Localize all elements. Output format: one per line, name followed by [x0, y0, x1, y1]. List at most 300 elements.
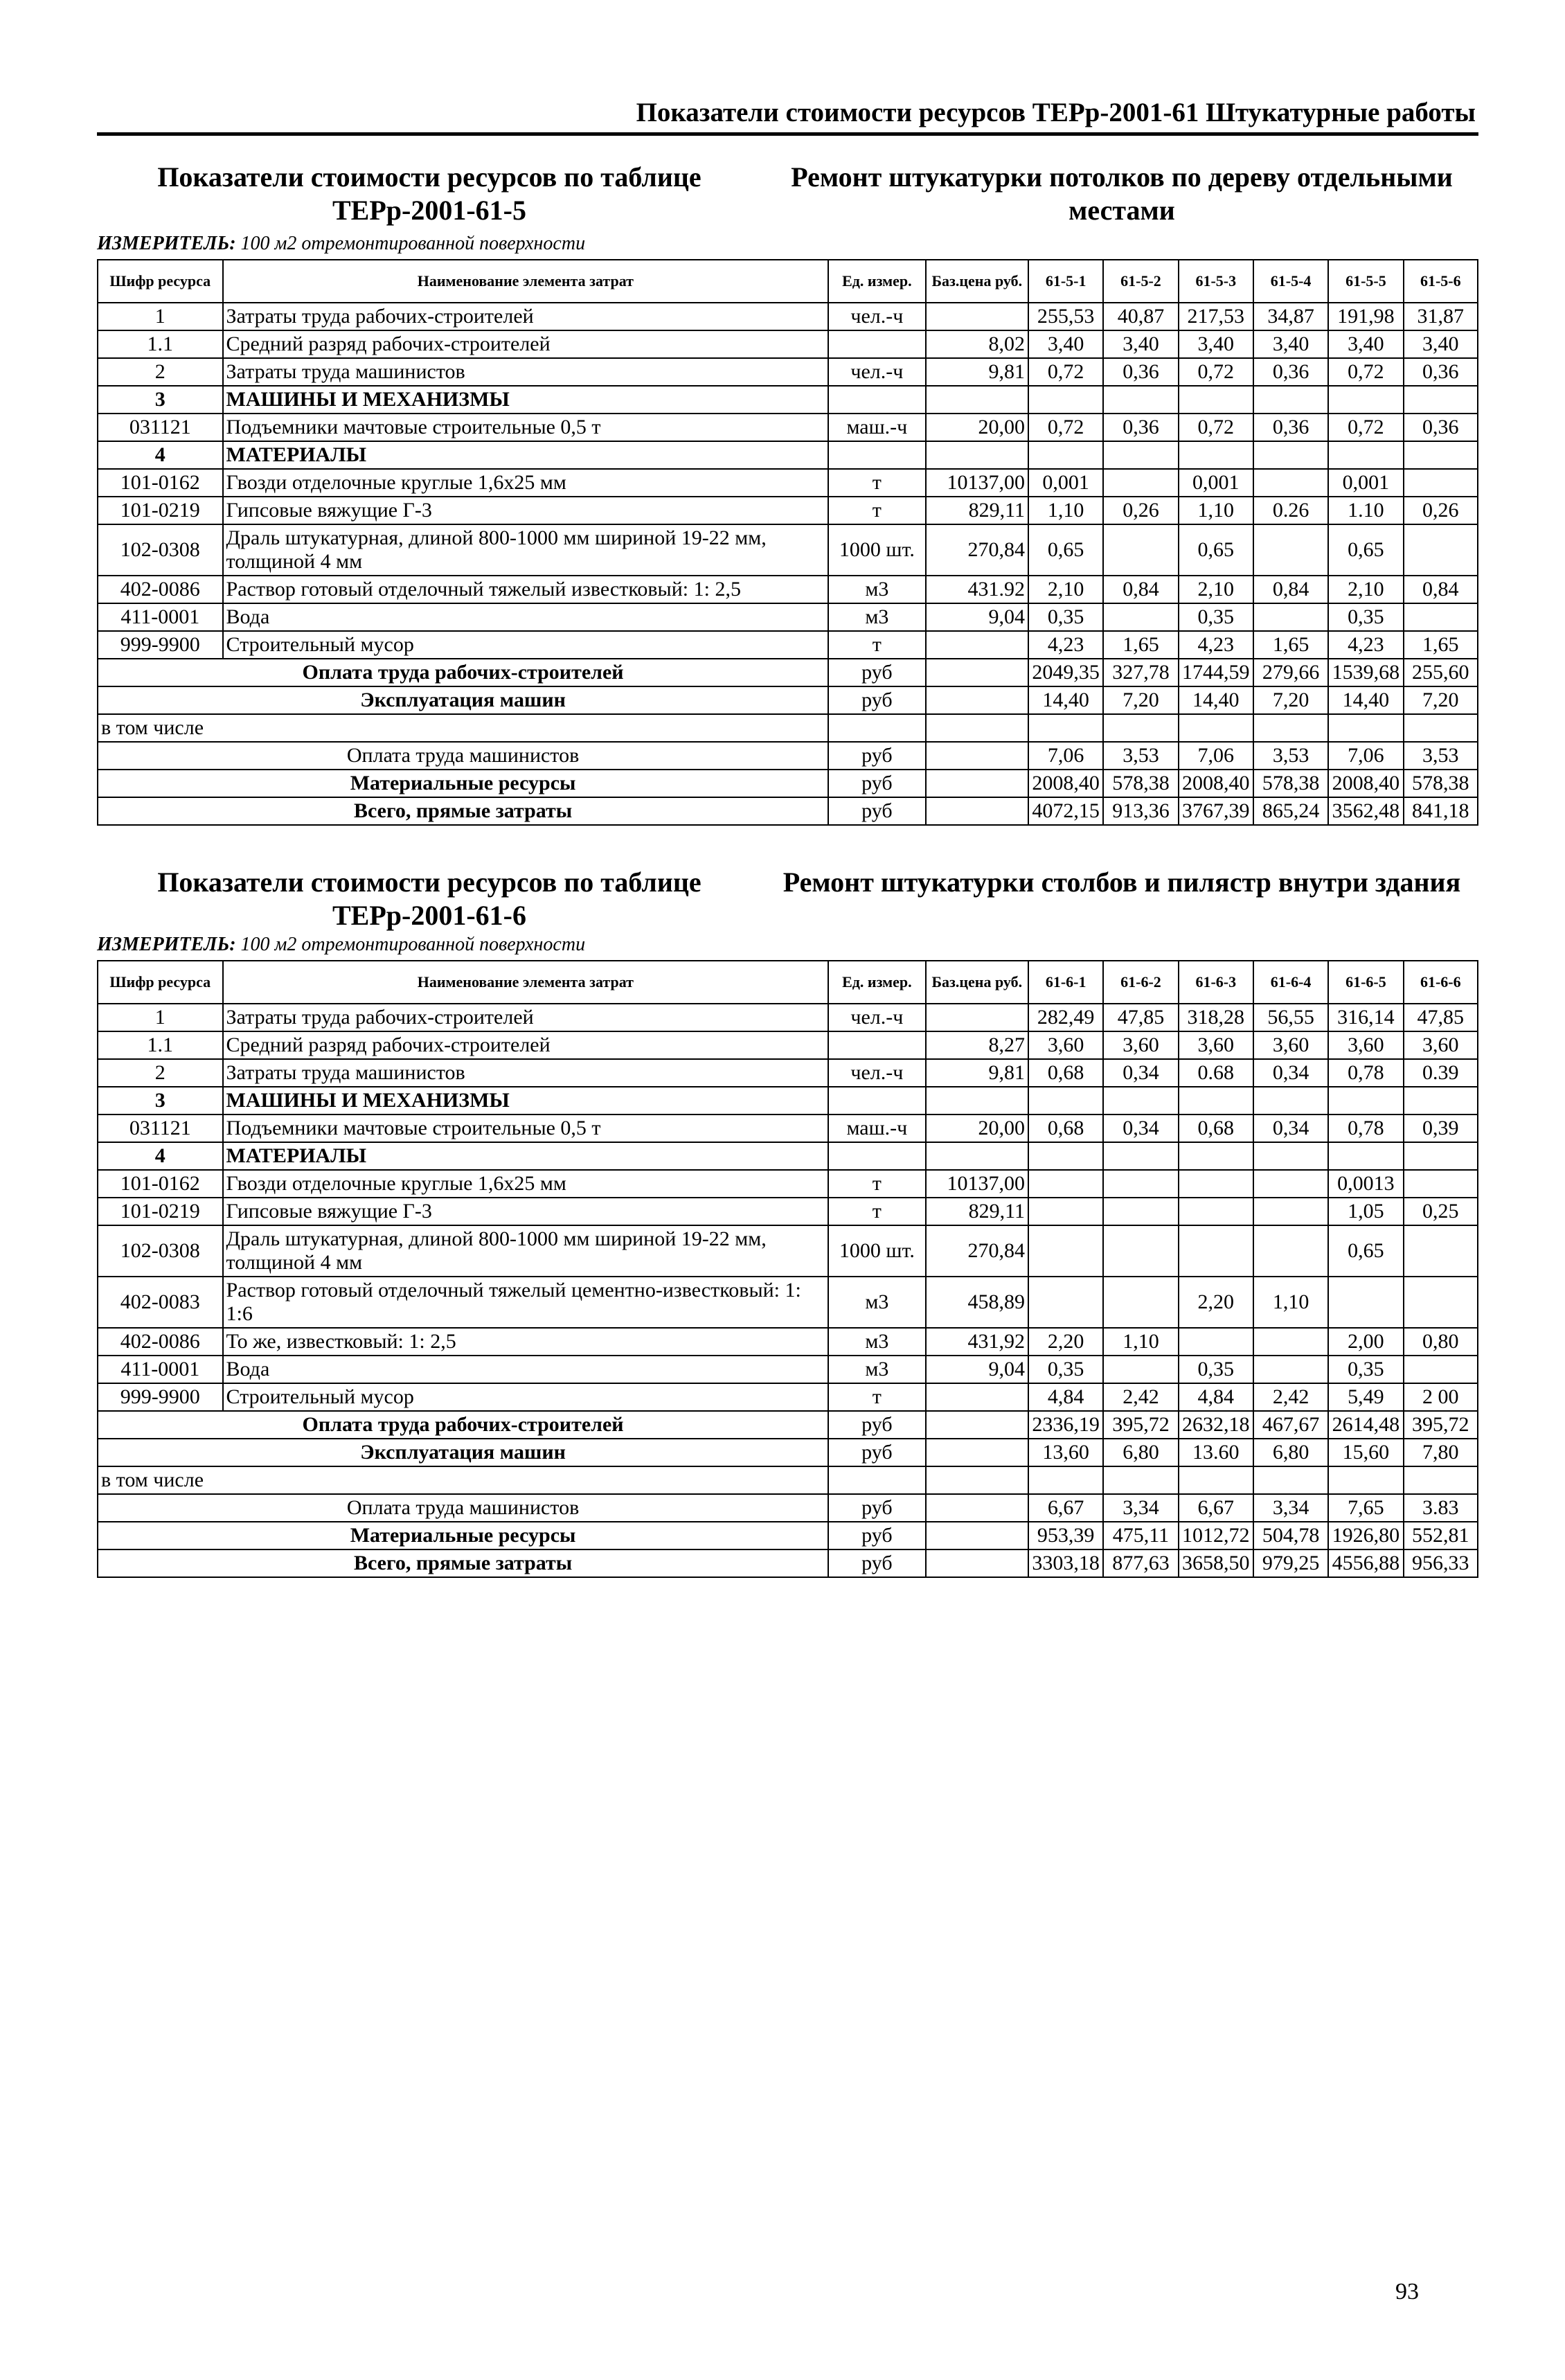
- resource-price: [926, 1087, 1028, 1114]
- resource-unit: [828, 441, 925, 469]
- resource-value: 0,36: [1253, 414, 1328, 441]
- summary-value: 14,40: [1328, 686, 1403, 714]
- summary-unit: руб: [828, 1439, 925, 1466]
- resource-price: 9,04: [926, 1356, 1028, 1383]
- resource-code: 031121: [98, 414, 223, 441]
- table-row: [98, 386, 1478, 414]
- resource-value: 0,68: [1028, 1114, 1103, 1142]
- summary-value: [1253, 714, 1328, 742]
- table-row: [98, 1356, 1478, 1383]
- summary-value: 2614,48: [1328, 1411, 1403, 1439]
- resource-value: [1028, 1170, 1103, 1198]
- resource-value: 0,68: [1028, 1059, 1103, 1087]
- resource-value: [1253, 1225, 1328, 1277]
- resource-value: [1328, 1277, 1403, 1328]
- resource-value: [1103, 1356, 1178, 1383]
- resource-name: Затраты труда рабочих-строителей: [223, 303, 829, 330]
- summary-value: [1028, 1466, 1103, 1494]
- summary-value: 7,06: [1028, 742, 1103, 770]
- resource-value: 0,78: [1328, 1114, 1403, 1142]
- summary-price-blank: [926, 770, 1028, 797]
- table-row: [98, 603, 1478, 631]
- resource-value: [1103, 1225, 1178, 1277]
- summary-value: 2049,35: [1028, 659, 1103, 686]
- resource-name: Строительный мусор: [223, 1383, 829, 1411]
- resource-price: 20,00: [926, 1114, 1028, 1142]
- summary-price-blank: [926, 1549, 1028, 1577]
- resource-value: 40,87: [1103, 303, 1178, 330]
- table-row: [98, 303, 1478, 330]
- resource-value: 0,72: [1028, 358, 1103, 386]
- resource-value: 2,00: [1328, 1328, 1403, 1356]
- resource-price: 829,11: [926, 497, 1028, 524]
- summary-row: [98, 1439, 1478, 1466]
- resource-unit: [828, 1142, 925, 1170]
- table-row: [98, 1383, 1478, 1411]
- resource-value: 3,40: [1404, 330, 1478, 358]
- summary-label: Эксплуатация машин: [98, 1439, 828, 1466]
- resource-value: [1404, 386, 1478, 414]
- summary-value: 3658,50: [1179, 1549, 1253, 1577]
- resource-name: Гипсовые вяжущие Г-3: [223, 1198, 829, 1225]
- resource-value: [1103, 1277, 1178, 1328]
- summary-value: 3562,48: [1328, 797, 1403, 825]
- resource-code: 2: [98, 358, 223, 386]
- resource-value: 1,65: [1103, 631, 1178, 659]
- summary-unit: руб: [828, 686, 925, 714]
- table-row: [98, 1142, 1478, 1170]
- summary-price-blank: [926, 1439, 1028, 1466]
- resource-code: 402-0083: [98, 1277, 223, 1328]
- resource-value: 0,35: [1028, 603, 1103, 631]
- resource-unit: т: [828, 1170, 925, 1198]
- resource-value: 255,53: [1028, 303, 1103, 330]
- resource-value: 0,35: [1028, 1356, 1103, 1383]
- table-row: [98, 358, 1478, 386]
- col-header-code-4: 61-5-4: [1253, 260, 1328, 303]
- meter-text: 100 м2 отремонтированной поверхности: [240, 233, 586, 254]
- summary-value: [1103, 1466, 1178, 1494]
- summary-value: [1404, 1466, 1478, 1494]
- summary-value: 6,80: [1253, 1439, 1328, 1466]
- summary-unit: [828, 714, 925, 742]
- resource-value: [1179, 441, 1253, 469]
- summary-value: 7,06: [1328, 742, 1403, 770]
- resource-value: 2,42: [1253, 1383, 1328, 1411]
- summary-row: [98, 1549, 1478, 1577]
- resource-name: Драль штукатурная, длиной 800-1000 мм шириной 19-22 мм, толщиной 4 мм: [223, 524, 829, 576]
- resource-unit: м3: [828, 1328, 925, 1356]
- summary-value: 7,20: [1103, 686, 1178, 714]
- summary-value: 255,60: [1404, 659, 1478, 686]
- resource-value: [1179, 1087, 1253, 1114]
- resource-value: 1,10: [1028, 497, 1103, 524]
- col-header-code: Шифр ресурса: [98, 961, 223, 1004]
- resource-value: [1253, 1328, 1328, 1356]
- col-header-code-1: 61-6-1: [1028, 961, 1103, 1004]
- resource-value: [1103, 1142, 1178, 1170]
- table-header-row: [98, 260, 1478, 303]
- resource-value: [1253, 1170, 1328, 1198]
- resource-value: 3,60: [1103, 1031, 1178, 1059]
- resource-value: [1028, 1142, 1103, 1170]
- summary-value: 1744,59: [1179, 659, 1253, 686]
- resource-name: Вода: [223, 603, 829, 631]
- summary-value: 13,60: [1028, 1439, 1103, 1466]
- resource-name: Средний разряд рабочих-строителей: [223, 330, 829, 358]
- resource-value: 56,55: [1253, 1004, 1328, 1031]
- summary-value: 395,72: [1404, 1411, 1478, 1439]
- resource-name: Средний разряд рабочих-строителей: [223, 1031, 829, 1059]
- resource-price: [926, 1004, 1028, 1031]
- summary-value: 3,53: [1103, 742, 1178, 770]
- resource-price: 9,04: [926, 603, 1028, 631]
- meter-label: ИЗМЕРИТЕЛЬ:: [97, 934, 236, 955]
- summary-row: [98, 1411, 1478, 1439]
- resource-name: МАТЕРИАЛЫ: [223, 1142, 829, 1170]
- summary-value: 4556,88: [1328, 1549, 1403, 1577]
- resource-code: 411-0001: [98, 1356, 223, 1383]
- table-row: [98, 1225, 1478, 1277]
- summary-value: 504,78: [1253, 1522, 1328, 1549]
- resource-value: [1253, 1198, 1328, 1225]
- resource-value: [1404, 1225, 1478, 1277]
- resource-name: МАШИНЫ И МЕХАНИЗМЫ: [223, 386, 829, 414]
- resource-unit: чел.-ч: [828, 1059, 925, 1087]
- resource-code: 4: [98, 1142, 223, 1170]
- resource-name: Строительный мусор: [223, 631, 829, 659]
- resource-value: [1179, 1328, 1253, 1356]
- resource-value: [1103, 603, 1178, 631]
- resource-table: [97, 259, 1478, 826]
- resource-value: [1103, 1087, 1178, 1114]
- table-row: [98, 1328, 1478, 1356]
- summary-label: Всего, прямые затраты: [98, 1549, 828, 1577]
- col-header-code-2: 61-6-2: [1103, 961, 1178, 1004]
- table-row: [98, 1114, 1478, 1142]
- resource-value: [1253, 603, 1328, 631]
- summary-label: Эксплуатация машин: [98, 686, 828, 714]
- col-header-unit: Ед. измер.: [828, 961, 925, 1004]
- resource-name: То же, известковый: 1: 2,5: [223, 1328, 829, 1356]
- resource-unit: 1000 шт.: [828, 1225, 925, 1277]
- resource-value: 1,65: [1404, 631, 1478, 659]
- col-header-code-2: 61-5-2: [1103, 260, 1178, 303]
- summary-row: [98, 686, 1478, 714]
- resource-value: 0,34: [1253, 1059, 1328, 1087]
- summary-value: 552,81: [1404, 1522, 1478, 1549]
- summary-value: [1179, 1466, 1253, 1494]
- resource-value: 3,40: [1328, 330, 1403, 358]
- resource-unit: [828, 1087, 925, 1114]
- resource-value: 31,87: [1404, 303, 1478, 330]
- summary-label: Оплата труда рабочих-строителей: [98, 1411, 828, 1439]
- summary-value: 3,34: [1103, 1494, 1178, 1522]
- resource-value: 1,05: [1328, 1198, 1403, 1225]
- running-head: Показатели стоимости ресурсов ТЕРр-2001-61 Штукатурные работы: [97, 97, 1478, 136]
- summary-unit: руб: [828, 1522, 925, 1549]
- resource-price: 431,92: [926, 1328, 1028, 1356]
- resource-value: 3,60: [1404, 1031, 1478, 1059]
- summary-value: 6,80: [1103, 1439, 1178, 1466]
- resource-price: 8,27: [926, 1031, 1028, 1059]
- summary-value: [1179, 714, 1253, 742]
- resource-price: [926, 1383, 1028, 1411]
- resource-value: [1253, 524, 1328, 576]
- col-header-name: Наименование элемента затрат: [223, 961, 829, 1004]
- summary-value: 3,53: [1404, 742, 1478, 770]
- resource-value: 4,23: [1028, 631, 1103, 659]
- resource-name: Подъемники мачтовые строительные 0,5 т: [223, 414, 829, 441]
- summary-unit: руб: [828, 742, 925, 770]
- summary-price-blank: [926, 797, 1028, 825]
- section-title-right: Ремонт штукатурки потолков по дереву отдельными местами: [791, 161, 1453, 226]
- resource-value: [1103, 1170, 1178, 1198]
- summary-row: [98, 1494, 1478, 1522]
- resource-value: 0,65: [1328, 1225, 1403, 1277]
- resource-table: [97, 960, 1478, 1578]
- resource-value: 0,35: [1179, 1356, 1253, 1383]
- table-row: [98, 1031, 1478, 1059]
- resource-price: [926, 441, 1028, 469]
- summary-value: 6,67: [1028, 1494, 1103, 1522]
- summary-value: 877,63: [1103, 1549, 1178, 1577]
- resource-value: 2 00: [1404, 1383, 1478, 1411]
- resource-value: [1103, 1198, 1178, 1225]
- resource-value: [1028, 1277, 1103, 1328]
- resource-value: 0,36: [1103, 414, 1178, 441]
- summary-value: 865,24: [1253, 797, 1328, 825]
- resource-name: Драль штукатурная, длиной 800-1000 мм шириной 19-22 мм, толщиной 4 мм: [223, 1225, 829, 1277]
- table-row: [98, 1004, 1478, 1031]
- summary-value: 14,40: [1179, 686, 1253, 714]
- resource-value: [1028, 441, 1103, 469]
- summary-label: Оплата труда рабочих-строителей: [98, 659, 828, 686]
- resource-value: 0,36: [1404, 414, 1478, 441]
- resource-code: 411-0001: [98, 603, 223, 631]
- resource-value: 0,72: [1179, 358, 1253, 386]
- resource-value: 2,42: [1103, 1383, 1178, 1411]
- resource-value: 3,60: [1253, 1031, 1328, 1059]
- col-header-price: Баз.цена руб.: [926, 961, 1028, 1004]
- summary-price-blank: [926, 1494, 1028, 1522]
- table-row: [98, 1277, 1478, 1328]
- resource-code: 999-9900: [98, 1383, 223, 1411]
- resource-code: 101-0219: [98, 1198, 223, 1225]
- resource-value: 2,10: [1328, 576, 1403, 603]
- summary-value: 1539,68: [1328, 659, 1403, 686]
- resource-value: [1404, 469, 1478, 497]
- resource-value: [1404, 603, 1478, 631]
- resource-value: 0,72: [1028, 414, 1103, 441]
- resource-value: 0,001: [1328, 469, 1403, 497]
- resource-unit: т: [828, 469, 925, 497]
- resource-value: [1253, 469, 1328, 497]
- resource-value: [1253, 441, 1328, 469]
- resource-value: [1404, 1277, 1478, 1328]
- col-header-code-5: 61-5-5: [1328, 260, 1403, 303]
- summary-value: 279,66: [1253, 659, 1328, 686]
- resource-value: 0,35: [1328, 603, 1403, 631]
- resource-price: 9,81: [926, 1059, 1028, 1087]
- summary-value: [1404, 714, 1478, 742]
- resource-value: [1404, 1170, 1478, 1198]
- resource-value: [1328, 441, 1403, 469]
- table-row: [98, 497, 1478, 524]
- resource-value: 2,10: [1028, 576, 1103, 603]
- resource-value: 3,40: [1028, 330, 1103, 358]
- resource-value: [1404, 1087, 1478, 1114]
- resource-unit: м3: [828, 576, 925, 603]
- resource-value: 0,80: [1404, 1328, 1478, 1356]
- resource-value: 3,60: [1179, 1031, 1253, 1059]
- resource-value: 0,34: [1253, 1114, 1328, 1142]
- summary-row: [98, 797, 1478, 825]
- resource-code: 3: [98, 386, 223, 414]
- meter-line: [97, 233, 859, 255]
- resource-value: [1253, 1142, 1328, 1170]
- summary-value: 3,34: [1253, 1494, 1328, 1522]
- summary-value: 1926,80: [1328, 1522, 1403, 1549]
- section-title-left: Показатели стоимости ресурсов по таблице ТЕРр-2001-61-5: [157, 161, 701, 226]
- resource-value: 0,72: [1179, 414, 1253, 441]
- summary-value: 578,38: [1253, 770, 1328, 797]
- table-row: [98, 1087, 1478, 1114]
- resource-value: 0.39: [1404, 1059, 1478, 1087]
- summary-price-blank: [926, 686, 1028, 714]
- table-row: [98, 576, 1478, 603]
- resource-value: [1103, 524, 1178, 576]
- resource-name: МАТЕРИАЛЫ: [223, 441, 829, 469]
- summary-value: 2008,40: [1028, 770, 1103, 797]
- resource-value: [1253, 1087, 1328, 1114]
- resource-value: [1179, 1225, 1253, 1277]
- summary-value: 7,06: [1179, 742, 1253, 770]
- resource-price: 829,11: [926, 1198, 1028, 1225]
- col-header-code-6: 61-5-6: [1404, 260, 1478, 303]
- resource-value: 3,40: [1179, 330, 1253, 358]
- resource-value: [1028, 386, 1103, 414]
- resource-name: Гвозди отделочные круглые 1,6х25 мм: [223, 1170, 829, 1198]
- resource-value: 1,10: [1253, 1277, 1328, 1328]
- resource-code: 031121: [98, 1114, 223, 1142]
- resource-name: Подъемники мачтовые строительные 0,5 т: [223, 1114, 829, 1142]
- resource-price: [926, 303, 1028, 330]
- resource-unit: маш.-ч: [828, 414, 925, 441]
- resource-price: 10137,00: [926, 469, 1028, 497]
- resource-value: [1103, 386, 1178, 414]
- resource-value: [1179, 1170, 1253, 1198]
- col-header-code: Шифр ресурса: [98, 260, 223, 303]
- summary-unit: руб: [828, 1494, 925, 1522]
- table-header-row: [98, 961, 1478, 1004]
- resource-name: МАШИНЫ И МЕХАНИЗМЫ: [223, 1087, 829, 1114]
- resource-unit: м3: [828, 603, 925, 631]
- summary-label: Оплата труда машинистов: [98, 742, 828, 770]
- resource-value: 4,23: [1179, 631, 1253, 659]
- summary-value: [1028, 714, 1103, 742]
- resource-value: 0,84: [1253, 576, 1328, 603]
- table-row: [98, 1198, 1478, 1225]
- resource-code: 402-0086: [98, 1328, 223, 1356]
- summary-row: [98, 742, 1478, 770]
- summary-value: 13.60: [1179, 1439, 1253, 1466]
- summary-price-blank: [926, 742, 1028, 770]
- resource-value: 0,84: [1103, 576, 1178, 603]
- page-number: 93: [1395, 2279, 1419, 2304]
- resource-value: 0,0013: [1328, 1170, 1403, 1198]
- meter-line: [97, 934, 859, 956]
- summary-unit: руб: [828, 770, 925, 797]
- resource-value: [1253, 1356, 1328, 1383]
- summary-row: [98, 714, 1478, 742]
- summary-value: 467,67: [1253, 1411, 1328, 1439]
- resource-code: 2: [98, 1059, 223, 1087]
- resource-value: [1179, 386, 1253, 414]
- resource-value: 0,84: [1404, 576, 1478, 603]
- summary-value: 841,18: [1404, 797, 1478, 825]
- table-row: [98, 1059, 1478, 1087]
- summary-value: 1012,72: [1179, 1522, 1253, 1549]
- resource-price: [926, 386, 1028, 414]
- resource-value: 47,85: [1103, 1004, 1178, 1031]
- resource-price: [926, 1142, 1028, 1170]
- col-header-code-5: 61-6-5: [1328, 961, 1403, 1004]
- resource-value: 318,28: [1179, 1004, 1253, 1031]
- summary-value: 6,67: [1179, 1494, 1253, 1522]
- resource-code: 3: [98, 1087, 223, 1114]
- resource-value: 1,10: [1103, 1328, 1178, 1356]
- resource-value: 3,40: [1253, 330, 1328, 358]
- summary-row: [98, 659, 1478, 686]
- summary-unit: [828, 1466, 925, 1494]
- summary-value: 7,80: [1404, 1439, 1478, 1466]
- resource-value: 282,49: [1028, 1004, 1103, 1031]
- resource-value: [1404, 524, 1478, 576]
- summary-value: 15,60: [1328, 1439, 1403, 1466]
- resource-unit: т: [828, 1198, 925, 1225]
- resource-value: 0,78: [1328, 1059, 1403, 1087]
- resource-unit: 1000 шт.: [828, 524, 925, 576]
- resource-unit: [828, 386, 925, 414]
- resource-unit: м3: [828, 1277, 925, 1328]
- resource-value: 4,84: [1028, 1383, 1103, 1411]
- resource-unit: т: [828, 497, 925, 524]
- summary-value: 913,36: [1103, 797, 1178, 825]
- resource-name: Гипсовые вяжущие Г-3: [223, 497, 829, 524]
- resource-unit: [828, 1031, 925, 1059]
- summary-row: [98, 770, 1478, 797]
- resource-code: 1: [98, 1004, 223, 1031]
- resource-value: 1.10: [1328, 497, 1403, 524]
- summary-value: [1253, 1466, 1328, 1494]
- summary-value: [1328, 1466, 1403, 1494]
- resource-value: 191,98: [1328, 303, 1403, 330]
- resource-code: 101-0162: [98, 1170, 223, 1198]
- resource-value: 0,36: [1404, 358, 1478, 386]
- resource-value: 3,60: [1028, 1031, 1103, 1059]
- table-row: [98, 414, 1478, 441]
- resource-unit: [828, 330, 925, 358]
- resource-value: 0,35: [1179, 603, 1253, 631]
- resource-name: Затраты труда машинистов: [223, 358, 829, 386]
- resource-value: 0.26: [1253, 497, 1328, 524]
- col-header-code-4: 61-6-4: [1253, 961, 1328, 1004]
- resource-code: 101-0162: [98, 469, 223, 497]
- resource-code: 999-9900: [98, 631, 223, 659]
- resource-unit: т: [828, 631, 925, 659]
- summary-label: в том числе: [98, 1466, 828, 1494]
